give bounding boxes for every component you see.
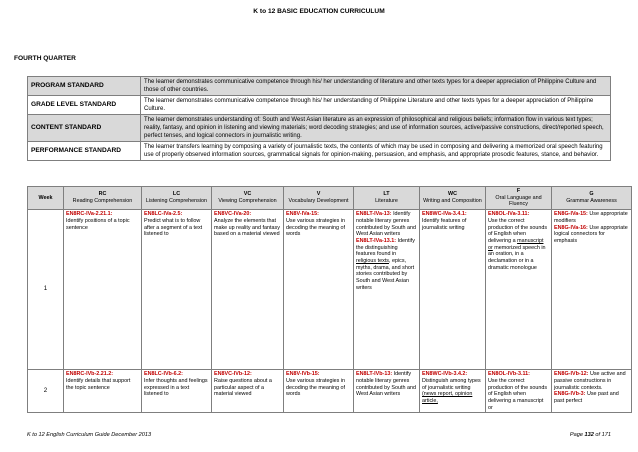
column-header-g: G Grammar Awareness bbox=[552, 187, 632, 210]
week-number: 2 bbox=[28, 370, 64, 413]
column-header-week: Week bbox=[28, 187, 64, 210]
table-row bbox=[28, 370, 632, 413]
column-header-rc: RC Reading Comprehension bbox=[64, 187, 142, 210]
column-header-f: F Oral Language and Fluency bbox=[486, 187, 552, 210]
lc-cell: EN8LC-IVb-6.2: Infer thoughts and feelings expressed in a text listened to bbox=[142, 370, 212, 413]
f-cell: EN8OL-IVa-3.11: Use the correct production of the sounds of English when delivering a manuscript or memorized speech in an oration, in a declamation or in a dramatic monologue bbox=[486, 210, 552, 370]
curriculum-table bbox=[27, 186, 632, 413]
column-header-lc: LC Listening Comprehension bbox=[142, 187, 212, 210]
column-header-vc: VC Viewing Comprehension bbox=[212, 187, 284, 210]
v-cell: EN8V-IVb-15: Use various strategies in decoding the meaning of words bbox=[284, 370, 354, 413]
quarter-heading: FOURTH QUARTER bbox=[14, 55, 76, 62]
column-header-lt: LT Literature bbox=[354, 187, 420, 210]
lt-cell: EN8LT-IVb-13: Identify notable literary genres contributed by South and West Asian writers bbox=[354, 370, 420, 413]
standard-label: PROGRAM STANDARD bbox=[28, 77, 141, 96]
week-number: 1 bbox=[28, 210, 64, 370]
v-cell: EN8V-IVa-15: Use various strategies in decoding the meaning of words bbox=[284, 210, 354, 370]
standard-text: The learner demonstrates understanding of: South and West Asian literature as an expression of philosophical and religious beliefs; information flow in various text types; reality, fantasy, and opinion in listening and viewing materials; word decoding strategies; and use of information sources, active/passive constructions, direct/reported speech, perfect tenses, and logical connectors in journalistic writing. bbox=[141, 115, 611, 142]
standard-text: The learner demonstrates communicative competence through his/ her understanding of literature and other texts types for a deeper appreciation of Philippine Culture and those of other countries. bbox=[141, 77, 611, 96]
vc-cell: EN8VC-IVb-12: Raise questions about a particular aspect of a material viewed bbox=[212, 370, 284, 413]
rc-cell: EN8RC-IVa-2.21.1: Identify positions of a topic sentence bbox=[64, 210, 142, 370]
f-cell: EN8OL-IVb-3.11: Use the correct production of the sounds of English when delivering a manuscript or bbox=[486, 370, 552, 413]
performance-standard-row bbox=[28, 142, 611, 161]
standard-text: The learner transfers learning by composing a variety of journalistic texts, the contents of which may be used in composing and delivering a memorized oral speech featuring use of properly observed information sources, grammatical signals for opinion-making, persuasion, and emphasis, and appropriate prosodic features, stance, and behavior. bbox=[141, 142, 611, 161]
standard-text: The learner demonstrates communicative competence through his/ her understanding of Philippine Literature and other texts types for a deeper appreciation of Philippine Culture. bbox=[141, 96, 611, 115]
column-header-row bbox=[28, 187, 632, 210]
standards-table bbox=[27, 76, 611, 161]
g-cell: EN8G-IVa-15: Use appropriate modifiers EN8G-IVa-16: Use appropriate logical connectors for emphasis bbox=[552, 210, 632, 370]
footer-page-number: Page 132 of 171 bbox=[569, 432, 611, 438]
standard-label: PERFORMANCE STANDARD bbox=[28, 142, 141, 161]
footer-document-name: K to 12 English Curriculum Guide December 2013 bbox=[27, 432, 152, 438]
vc-cell: EN8VC-IVa-20: Analyze the elements that make up reality and fantasy based on a material viewed bbox=[212, 210, 284, 370]
standard-label: CONTENT STANDARD bbox=[28, 115, 141, 142]
table-row bbox=[28, 210, 632, 370]
content-standard-row bbox=[28, 115, 611, 142]
rc-cell: EN8RC-IVb-2.21.2: Identify details that support the topic sentence bbox=[64, 370, 142, 413]
document-title: K to 12 BASIC EDUCATION CURRICULUM bbox=[253, 8, 385, 15]
lc-cell: EN8LC-IVa-2.5: Predict what is to follow after a segment of a text listened to bbox=[142, 210, 212, 370]
wc-cell: EN8WC-IVb-3.4.2: Distinguish among types of journalistic writing (news report, opinion article, bbox=[420, 370, 486, 413]
wc-cell: EN8WC-IVa-3.4.1: Identify features of journalistic writing bbox=[420, 210, 486, 370]
column-header-wc: WC Writing and Composition bbox=[420, 187, 486, 210]
g-cell: EN8G-IVb-12: Use active and passive constructions in journalistic contexts. EN8G-IVb-3: Use past and past perfect bbox=[552, 370, 632, 413]
column-header-v: V Vocabulary Development bbox=[284, 187, 354, 210]
program-standard-row bbox=[28, 77, 611, 96]
lt-cell: EN8LT-IVa-13: Identify notable literary genres contributed by South and West Asian writers EN8LT-IVa-13.1: Identify the distinguishing features found in religious texts, epics, myths, drama, and short stories contributed by South and West Asian writers bbox=[354, 210, 420, 370]
standard-label: GRADE LEVEL STANDARD bbox=[28, 96, 141, 115]
grade-level-standard-row bbox=[28, 96, 611, 115]
